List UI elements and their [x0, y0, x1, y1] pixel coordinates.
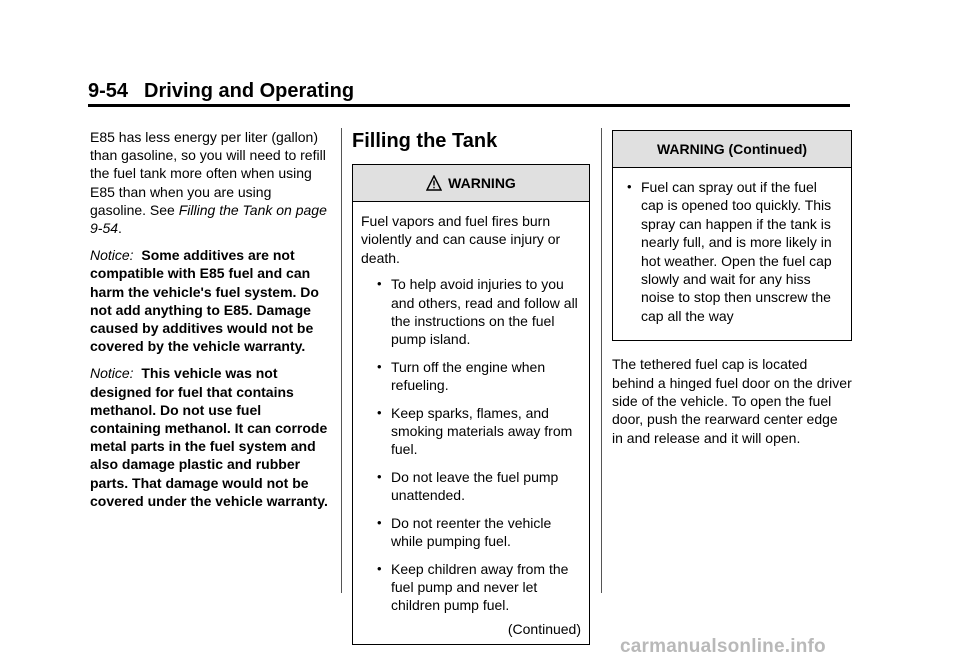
- warning-continued-box: [612, 130, 852, 341]
- list-item: • To help avoid injuries to you and others, read and follow all the instructions on the fuel pump island.: [377, 275, 581, 349]
- warning-box: [352, 164, 590, 645]
- page-number: 9-54: [88, 80, 129, 102]
- middle-column: [352, 130, 590, 645]
- notice-methanol: [90, 364, 330, 510]
- right-column: [612, 130, 852, 447]
- list-item: • Do not leave the fuel pump unattended.: [377, 468, 581, 505]
- warning-continued-body: [613, 168, 851, 340]
- section-title: Driving and Operating: [144, 80, 355, 102]
- filling-tank-link[interactable]: Filling the Tank on page 9-54: [90, 201, 327, 237]
- warning-continued-header: WARNING (Continued): [613, 131, 851, 168]
- column-divider-right: [601, 128, 602, 593]
- warning-title: WARNING: [448, 175, 516, 191]
- warning-body: [353, 202, 589, 644]
- list-item: • Keep children away from the fuel pump and never let children pump fuel.: [377, 560, 581, 615]
- notice-label: Notice:: [90, 365, 134, 382]
- continued-label: (Continued): [507, 620, 581, 637]
- list-item: • Do not reenter the vehicle while pumping fuel.: [377, 514, 581, 551]
- notice-methanol-text: This vehicle was not designed for fuel that contains methanol. Do not use fuel containing methanol. It can corrode metal parts in the fuel system and also damage plastic and rubber parts. That damage would not be covered under the vehicle warranty.: [90, 365, 328, 509]
- left-column: [90, 128, 330, 519]
- page-header: [88, 80, 354, 103]
- e85-energy-text: E85 has less energy per liter (gallon) than gasoline, so you will need to refill the fuel tank more often when using E85 than when you are using gasoline. See: [90, 129, 326, 218]
- watermark: carmanualsonline.info: [620, 636, 826, 657]
- list-item: • Fuel can spray out if the fuel cap is opened too quickly. This spray can happen if the tank is nearly full, and is more likely in hot weather. Open the fuel cap slowly and wait for any hiss noise to stop then unscrew the cap all the way: [627, 178, 843, 325]
- column-divider-left: [341, 128, 342, 593]
- e85-energy-paragraph: [90, 128, 330, 237]
- warning-intro: Fuel vapors and fuel fires burn violently and can cause injury or death.: [361, 213, 561, 266]
- filling-tank-heading: Filling the Tank: [352, 130, 498, 152]
- warning-triangle-icon: [426, 175, 442, 191]
- header-rule: [88, 104, 850, 107]
- warning-continued-list: [621, 178, 843, 325]
- notice-label: Notice:: [90, 247, 134, 264]
- fuel-cap-paragraph: The tethered fuel cap is located behind a hinged fuel door on the driver side of the vehicle. To open the fuel door, push the rearward center edge in and release and it will open.: [612, 356, 852, 446]
- warning-bullet-list: [361, 275, 581, 615]
- notice-additives-text: Some additives are not compatible with E85 fuel and can harm the vehicle's fuel system. Do not add anything to E85. Damage caused by additives would not be covered by the vehicle warranty.: [90, 247, 319, 355]
- warning-header: [353, 165, 589, 202]
- notice-additives: [90, 246, 330, 355]
- e85-energy-end: .: [118, 220, 122, 237]
- list-item: • Turn off the engine when refueling.: [377, 358, 581, 395]
- list-item: • Keep sparks, flames, and smoking materials away from fuel.: [377, 404, 581, 459]
